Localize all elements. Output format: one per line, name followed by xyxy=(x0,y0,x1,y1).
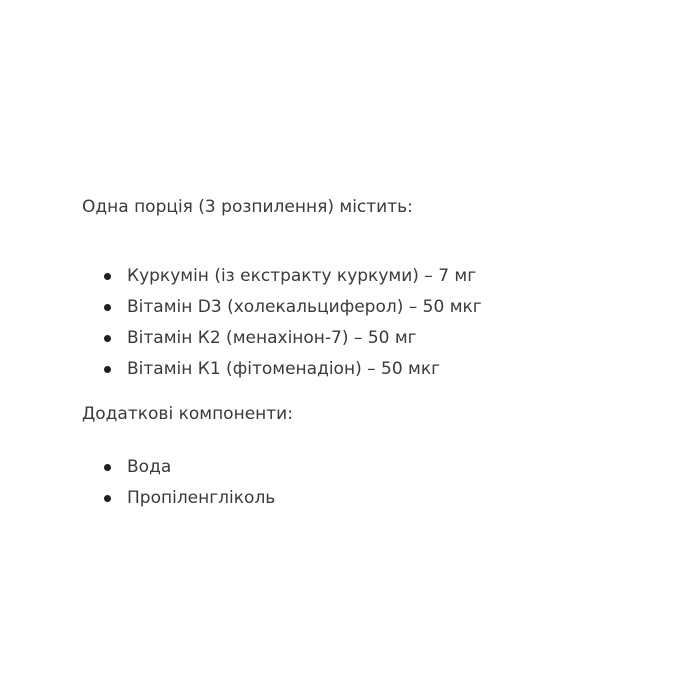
serving-intro-text: Одна порція (3 розпилення) містить: xyxy=(82,197,413,217)
bullet-icon xyxy=(104,464,111,471)
component-text: Вода xyxy=(127,457,172,477)
list-item xyxy=(82,292,682,323)
ingredient-text: Вітамін D3 (холекальциферол) – 50 мкг xyxy=(127,297,482,317)
bullet-icon xyxy=(104,335,111,342)
bullet-icon xyxy=(104,495,111,502)
ingredient-text: Вітамін К2 (менахінон-7) – 50 мг xyxy=(127,328,417,348)
list-item xyxy=(82,261,682,292)
list-item xyxy=(82,483,682,514)
additional-components-list xyxy=(82,452,682,514)
ingredients-list xyxy=(82,261,682,385)
list-item xyxy=(82,323,682,354)
list-item xyxy=(82,452,682,483)
bullet-icon xyxy=(104,304,111,311)
ingredient-text: Вітамін К1 (фітоменадіон) – 50 мкг xyxy=(127,359,441,379)
list-item xyxy=(82,354,682,385)
bullet-icon xyxy=(104,366,111,373)
additional-components-heading: Додаткові компоненти: xyxy=(82,404,293,424)
composition-section xyxy=(82,195,682,514)
component-text: Пропіленгліколь xyxy=(127,488,276,508)
bullet-icon xyxy=(104,273,111,280)
ingredient-text: Куркумін (із екстракту куркуми) – 7 мг xyxy=(127,266,477,286)
